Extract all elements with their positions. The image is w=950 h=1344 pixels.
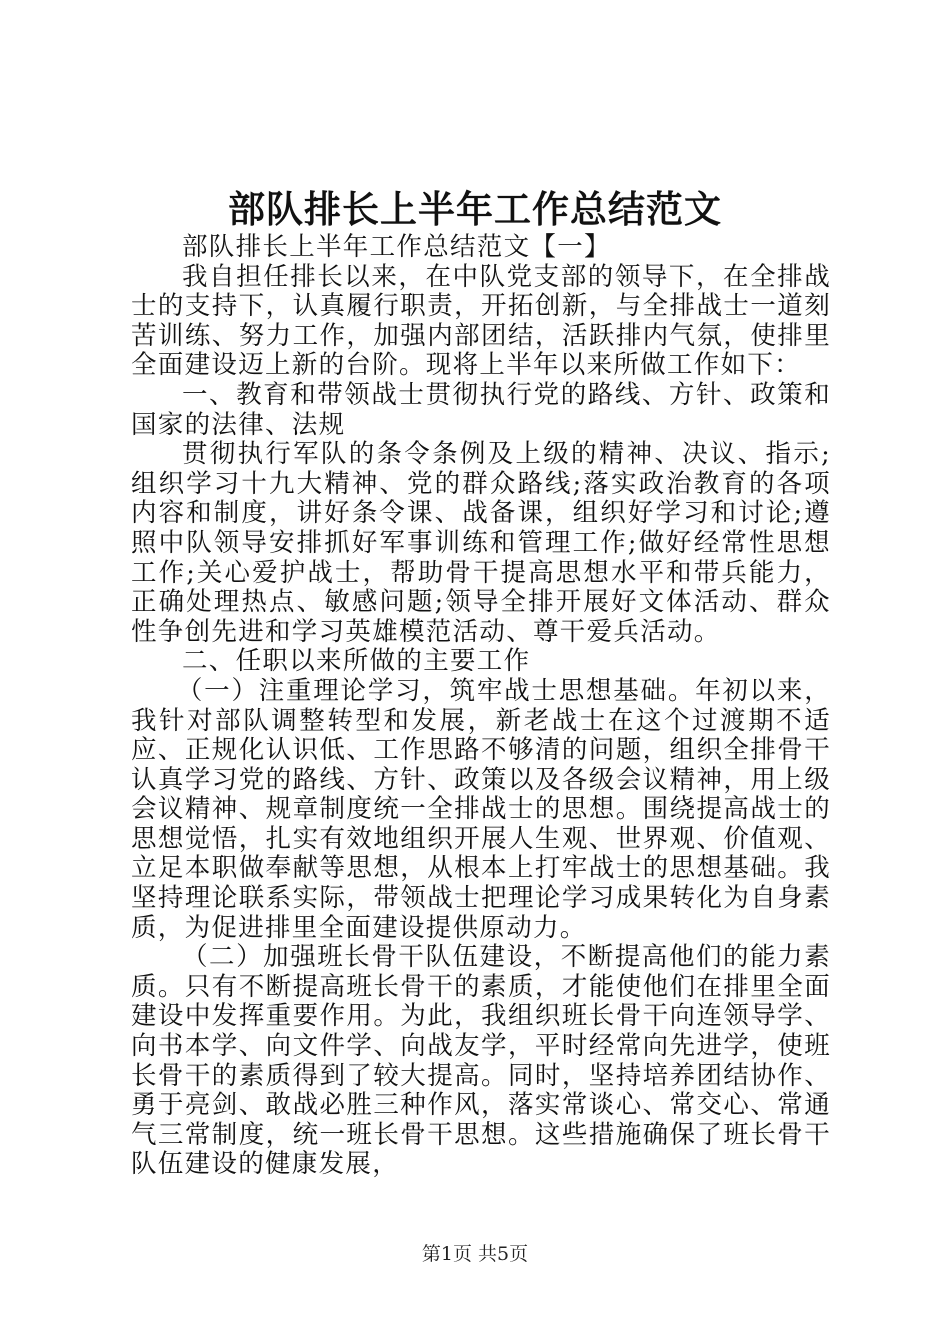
- section-heading: 二、任职以来所做的主要工作: [182, 646, 531, 677]
- body-paragraph: 贯彻执行军队的条令条例及上级的精神、决议、指示;组织学习十九大精神、党的群众路线;落实政治教育的各项内容和制度，讲好条令课、战备课，组织好学习和讨论;遵照中队领导安排抓好军事训练和管理工作;做好经常性思想工作;关心爱护战士，帮助骨干提高思想水平和带兵能力，正确处理热点、敏感问题;领导全排开展好文体活动、群众性争创先进和学习英雄模范活动、尊干爱兵活动。: [131, 439, 831, 647]
- section-heading: 部队排长上半年工作总结范文【一】: [182, 232, 611, 262]
- body-paragraph: （一）注重理论学习，筑牢战士思想基础。年初以来，我针对部队调整转型和发展，新老战士在这个过渡期不适应、正规化认识低、工作思路不够清的问题，组织全排骨干认真学习党的路线、方针、政策以及各级会议精神，用上级会议精神、规章制度统一全排战士的思想。围绕提高战士的思想觉悟，扎实有效地组织开展人生观、世界观、价值观、立足本职做奉献等思想，从根本上打牢战士的思想基础。我坚持理论联系实际，带领战士把理论学习成果转化为自身素质，为促进排里全面建设提供原动力。: [131, 675, 831, 943]
- body-paragraph: 我自担任排长以来，在中队党支部的领导下，在全排战士的支持下，认真履行职责，开拓创新，与全排战士一道刻苦训练、努力工作，加强内部团结，活跃排内气氛，使排里全面建设迈上新的台阶。现将上半年以来所做工作如下：: [131, 261, 831, 381]
- section-heading: 一、教育和带领战士贯彻执行党的路线、方针、政策和国家的法律、法规: [131, 379, 831, 440]
- body-paragraph: （二）加强班长骨干队伍建设，不断提高他们的能力素质。只有不断提高班长骨干的素质，才能使他们在排里全面建设中发挥重要作用。为此，我组织班长骨干向连领导学、向书本学、向文件学、向战友学，平时经常向先进学，使班长骨干的素质得到了较大提高。同时，坚持培养团结协作、勇于亮剑、敢战必胜三种作风，落实常谈心、常交心、常通气三常制度，统一班长骨干思想。这些措施确保了班长骨干队伍建设的健康发展，: [131, 942, 831, 1180]
- page-number-footer: 第1页 共5页: [421, 1243, 529, 1265]
- document-body: [131, 233, 831, 1180]
- document-title: 部队排长上半年工作总结范文: [228, 187, 722, 231]
